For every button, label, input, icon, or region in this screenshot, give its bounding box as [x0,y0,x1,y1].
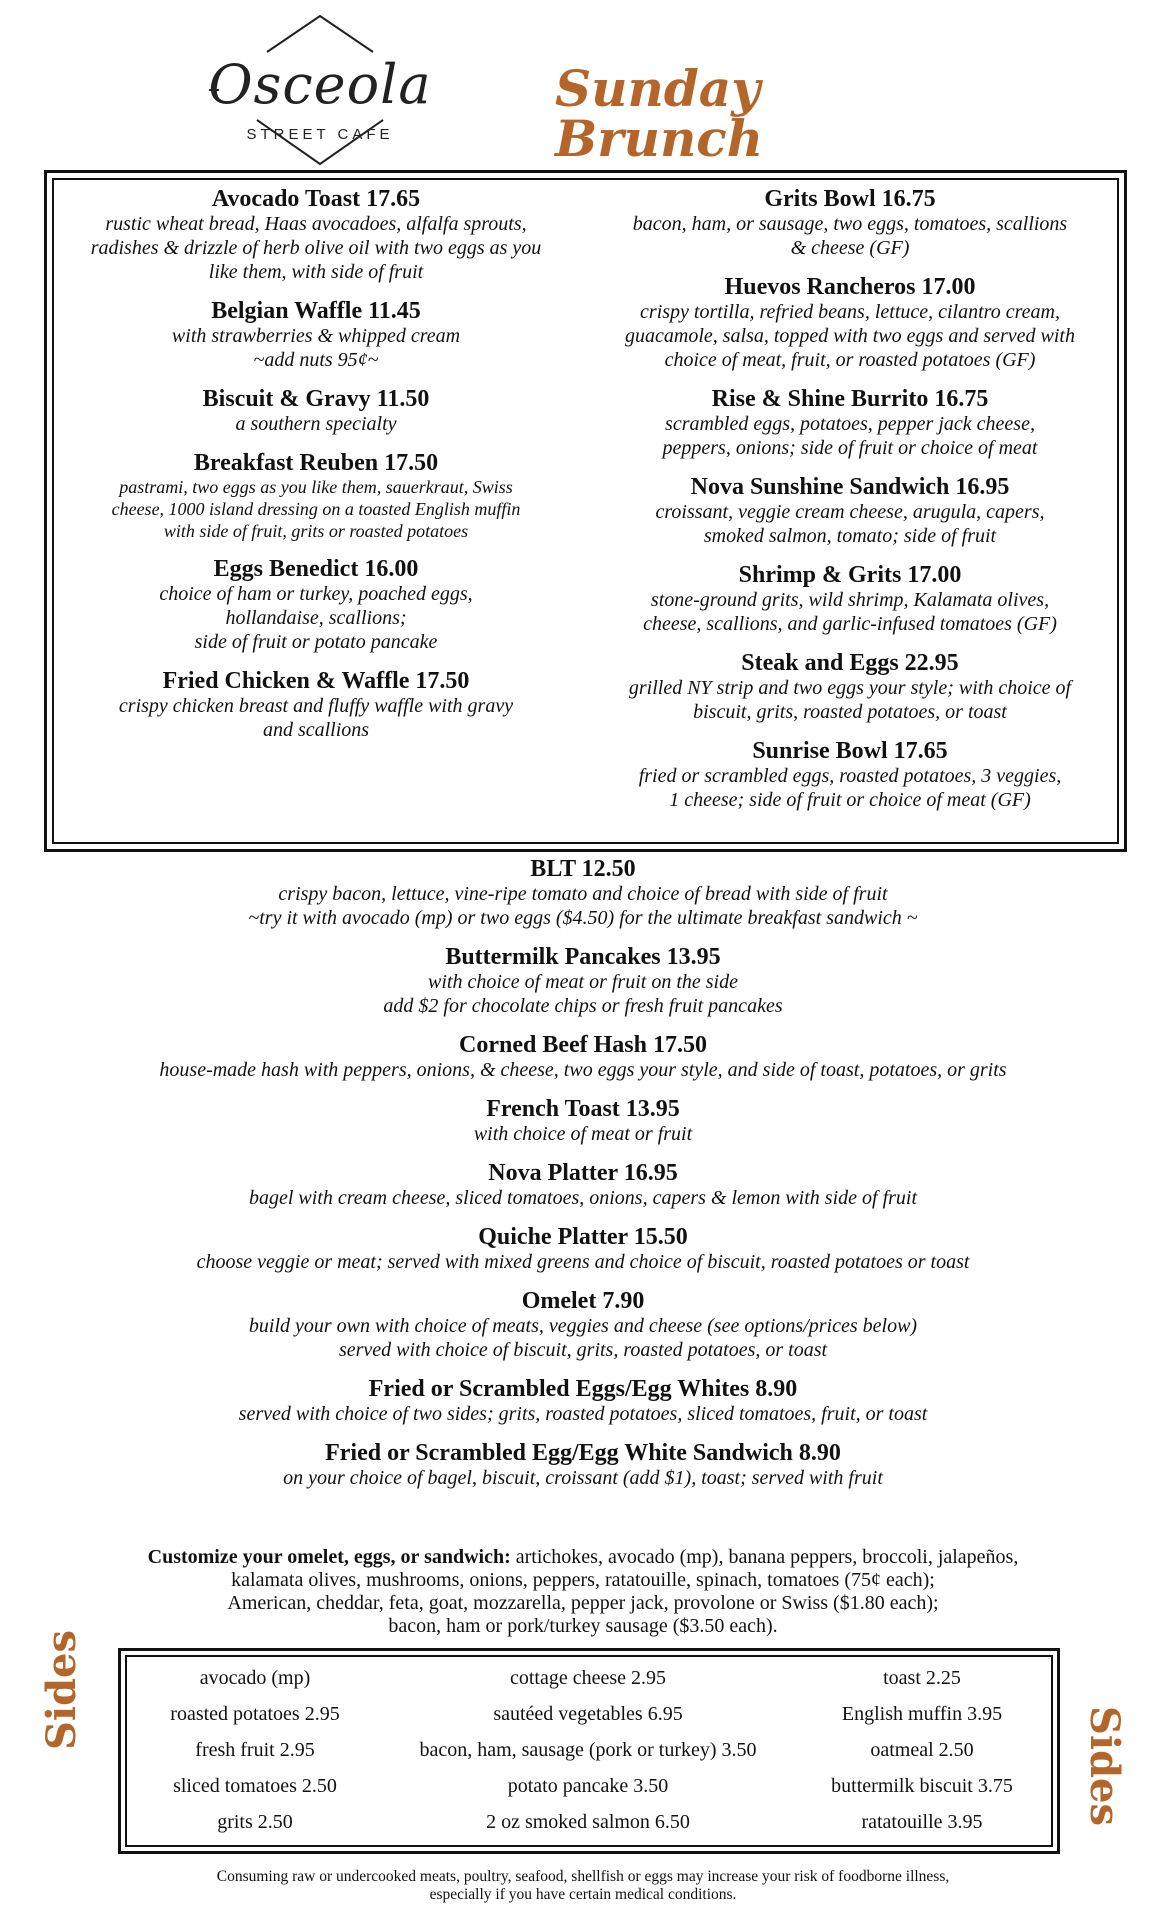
menu-item-title: Eggs Benedict 16.00 [213,556,419,582]
menu-item-description: like them, with side of fruit [208,261,424,283]
main-menu-list [40,856,1126,1504]
menu-item-title: Steak and Eggs 22.95 [741,650,959,676]
menu-item-title: French Toast 13.95 [486,1096,680,1122]
menu-item-description: crispy chicken breast and fluffy waffle with gravy [118,695,514,717]
menu-item [40,1160,1126,1210]
featured-left-column [56,186,576,756]
menu-item-title: Fried or Scrambled Egg/Egg White Sandwich 8.90 [325,1440,841,1466]
menu-item [590,562,1110,636]
menu-item-description: with choice of meat or fruit [473,1123,693,1145]
logo-subtitle: STREET CAFE [246,126,394,143]
menu-item-description: bagel with cream cheese, sliced tomatoes, onions, capers & lemon with side of fruit [248,1187,918,1209]
menu-item-title: Belgian Waffle 11.45 [211,298,421,324]
menu-item-description: stone-ground grits, wild shrimp, Kalamata olives, [650,589,1050,611]
menu-item-description: cheese, scallions, and garlic-infused tomatoes (GF) [643,613,1057,635]
menu-item [40,856,1126,930]
sides-label-left: Sides [38,1629,85,1750]
menu-item-description: radishes & drizzle of herb olive oil with two eggs as you [90,237,542,259]
menu-item-description: build your own with choice of meats, veggies and cheese (see options/prices below) [248,1315,918,1337]
menu-item-title: Nova Sunshine Sandwich 16.95 [690,474,1010,500]
customize-line: bacon, ham or pork/turkey sausage ($3.50 each). [388,1615,778,1637]
menu-item-description: and scallions [262,719,370,741]
menu-item-description: side of fruit or potato pancake [194,631,438,653]
menu-item [40,944,1126,1018]
sides-column-2 [378,1660,798,1840]
menu-item-description: crispy bacon, lettuce, vine-ripe tomato and choice of bread with side of fruit [278,883,888,905]
menu-item-description: croissant, veggie cream cheese, arugula, capers, [655,501,1045,523]
menu-item [40,1376,1126,1426]
menu-item-description: served with choice of biscuit, grits, roasted potatoes, or toast [338,1339,828,1361]
menu-item-description: choose veggie or meat; served with mixed greens and choice of biscuit, roasted potatoes or toast [196,1251,970,1273]
menu-item-description: with choice of meat or fruit on the side [428,971,738,993]
menu-item [590,650,1110,724]
menu-item-title: Fried Chicken & Waffle 17.50 [162,668,470,694]
menu-item [56,186,576,284]
menu-item [590,738,1110,812]
menu-item [590,274,1110,372]
side-item: avocado (mp) [199,1667,311,1689]
menu-item [590,186,1110,260]
sides-column-3 [798,1660,1046,1840]
menu-item [40,1224,1126,1274]
sides-label-right: Sides [1081,1706,1128,1827]
customize-line: American, cheddar, feta, goat, mozzarella, pepper jack, provolone or Swiss ($1.80 each); [227,1592,939,1614]
featured-right-column [590,186,1110,826]
menu-item-description: a southern specialty [235,413,397,435]
menu-item [40,1440,1126,1490]
side-item: roasted potatoes 2.95 [170,1703,340,1725]
menu-item-title: Nova Platter 16.95 [488,1160,678,1186]
side-item: sautéed vegetables 6.95 [493,1703,683,1725]
menu-item-description: rustic wheat bread, Haas avocadoes, alfalfa sprouts, [105,213,527,235]
menu-item-title: Grits Bowl 16.75 [764,186,936,212]
menu-item-title: Huevos Rancheros 17.00 [724,274,976,300]
menu-item [56,386,576,436]
menu-item-description: 1 cheese; side of fruit or choice of meat (GF) [669,789,1031,811]
menu-item-description: hollandaise, scallions; [225,607,407,629]
menu-item [56,556,576,654]
side-item: ratatouille 3.95 [861,1811,983,1833]
menu-item-title: Shrimp & Grits 17.00 [738,562,962,588]
side-item: 2 oz smoked salmon 6.50 [486,1811,690,1833]
menu-item-title: Fried or Scrambled Eggs/Egg Whites 8.90 [368,1376,798,1402]
menu-item-description: choice of ham or turkey, poached eggs, [159,583,473,605]
menu-item [56,450,576,542]
menu-item [56,298,576,372]
menu-item-description: with side of fruit, grits or roasted potatoes [163,521,469,541]
menu-item-description: peppers, onions; side of fruit or choice of meat [662,437,1038,459]
page-title: Sunday Brunch [555,59,764,168]
menu-item [40,1288,1126,1362]
logo-name: Osceola [208,53,432,116]
menu-item-description: add $2 for chocolate chips or fresh fruit pancakes [383,995,783,1017]
side-item: English muffin 3.95 [841,1703,1003,1725]
side-item: potato pancake 3.50 [507,1775,669,1797]
menu-item-description: biscuit, grits, roasted potatoes, or toast [693,701,1007,723]
side-item: fresh fruit 2.95 [195,1739,315,1761]
menu-item-description: cheese, 1000 island dressing on a toasted English muffin [111,499,521,519]
customize-line: artichokes, avocado (mp), banana peppers, broccoli, jalapeños, [510,1546,1019,1568]
sides-column-1 [132,1660,378,1840]
side-item: bacon, ham, sausage (pork or turkey) 3.50 [419,1739,757,1761]
side-item: toast 2.25 [883,1667,961,1689]
menu-item-title: Sunrise Bowl 17.65 [752,738,948,764]
customize-line: kalamata olives, mushrooms, onions, peppers, ratatouille, spinach, tomatoes (75¢ each); [231,1569,935,1591]
menu-item-description: on your choice of bagel, biscuit, croissant (add $1), toast; served with fruit [283,1467,883,1489]
disclaimer-line: Consuming raw or undercooked meats, poultry, seafood, shellfish or eggs may increase your risk of foodborne illness, [216,1868,950,1885]
menu-item-description: ~try it with avocado (mp) or two eggs ($4.50) for the ultimate breakfast sandwich ~ [248,907,918,929]
menu-item [590,386,1110,460]
menu-item-description: scrambled eggs, potatoes, pepper jack cheese, [665,413,1035,435]
menu-item [40,1096,1126,1146]
menu-item-description: crispy tortilla, refried beans, lettuce, cilantro cream, [640,301,1060,323]
menu-item-title: Biscuit & Gravy 11.50 [202,386,430,412]
side-item: grits 2.50 [217,1811,293,1833]
side-item: buttermilk biscuit 3.75 [831,1775,1013,1797]
menu-item-description: ~add nuts 95¢~ [253,349,379,371]
menu-item-description: pastrami, two eggs as you like them, sauerkraut, Swiss [119,477,513,497]
disclaimer-line: especially if you have certain medical conditions. [429,1886,737,1903]
menu-item-description: & cheese (GF) [790,237,910,259]
menu-item-title: Breakfast Reuben 17.50 [193,450,439,476]
menu-item-description: served with choice of two sides; grits, roasted potatoes, sliced tomatoes, fruit, or toast [238,1403,928,1425]
menu-item-title: Avocado Toast 17.65 [211,186,421,212]
menu-item-description: grilled NY strip and two eggs your style; with choice of [628,677,1072,699]
menu-item-description: choice of meat, fruit, or roasted potatoes (GF) [664,349,1036,371]
menu-item-description: with strawberries & whipped cream [171,325,461,347]
logo [205,14,435,166]
menu-item-title: Buttermilk Pancakes 13.95 [445,944,721,970]
menu-item [590,474,1110,548]
menu-item-title: Quiche Platter 15.50 [478,1224,688,1250]
menu-item-description: bacon, ham, or sausage, two eggs, tomatoes, scallions [632,213,1068,235]
menu-item-description: fried or scrambled eggs, roasted potatoes, 3 veggies, [638,765,1062,787]
menu-item [40,1032,1126,1082]
side-item: oatmeal 2.50 [870,1739,974,1761]
menu-item [56,668,576,742]
menu-item-title: Rise & Shine Burrito 16.75 [711,386,989,412]
side-item: sliced tomatoes 2.50 [173,1775,337,1797]
menu-item-title: Omelet 7.90 [521,1288,645,1314]
customize-note [60,1546,1106,1638]
menu-item-description: house-made hash with peppers, onions, & cheese, two eggs your style, and side of toast, potatoes, or grits [159,1059,1007,1081]
menu-item-description: guacamole, salsa, topped with two eggs and served with [625,325,1075,347]
customize-lead: Customize your omelet, eggs, or sandwich: [147,1546,511,1568]
side-item: cottage cheese 2.95 [509,1667,667,1689]
menu-item-title: BLT 12.50 [530,856,636,882]
menu-item-title: Corned Beef Hash 17.50 [459,1032,707,1058]
food-safety-disclaimer [60,1868,1106,1904]
menu-item-description: smoked salmon, tomato; side of fruit [703,525,997,547]
